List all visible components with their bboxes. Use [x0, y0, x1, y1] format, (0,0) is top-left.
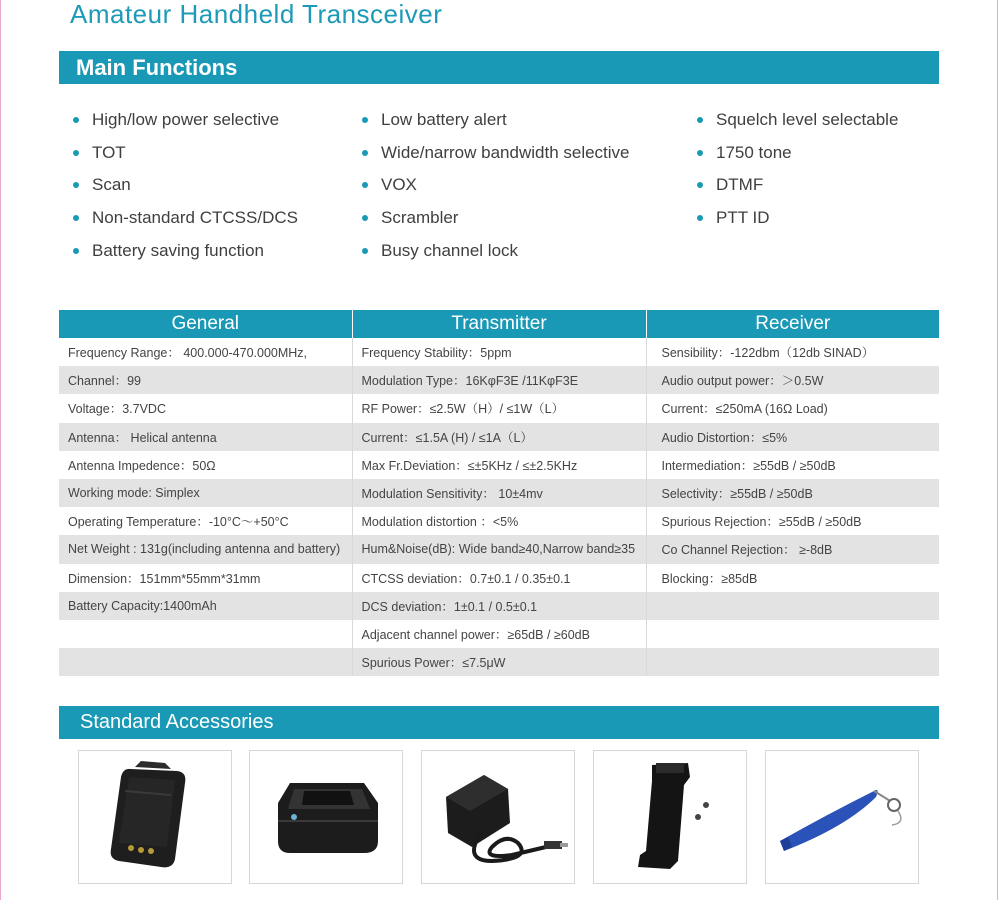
page-title: Amateur Handheld Transceiver [70, 0, 443, 29]
spec-cell: Adjacent channel power：≥65dB / ≥60dB [352, 620, 646, 648]
bullet-icon [362, 117, 368, 123]
spec-cell: Blocking：≥85dB [646, 564, 939, 592]
header-general: General [59, 310, 352, 338]
spec-cell: Modulation Type：16KφF3E /11KφF3E [352, 366, 646, 394]
spec-cell: Frequency Stability：5ppm [352, 338, 646, 366]
table-row [59, 648, 939, 676]
function-item: PTT ID [697, 207, 898, 240]
bullet-icon [697, 215, 703, 221]
spec-cell [59, 648, 352, 676]
bullet-icon [362, 248, 368, 254]
function-item: 1750 tone [697, 142, 898, 175]
spec-cell: Channel：99 [59, 366, 352, 394]
spec-cell: Sensibility：-122dbm（12db SINAD） [646, 338, 939, 366]
functions-column-2 [362, 109, 630, 272]
bullet-icon [697, 117, 703, 123]
main-functions-header: Main Functions [59, 51, 939, 84]
function-item: Non-standard CTCSS/DCS [73, 207, 298, 240]
function-item: TOT [73, 142, 298, 175]
table-row [59, 479, 939, 507]
spec-cell: Dimension：151mm*55mm*31mm [59, 564, 352, 592]
bullet-icon [697, 150, 703, 156]
spec-cell: Co Channel Rejection： ≥-8dB [646, 535, 939, 563]
table-row [59, 394, 939, 422]
spec-cell: Frequency Range： 400.000-470.000MHz, [59, 338, 352, 366]
bullet-icon [697, 182, 703, 188]
spec-cell: RF Power：≤2.5W（H）/ ≤1W（L） [352, 394, 646, 422]
function-item: DTMF [697, 174, 898, 207]
spec-cell: Hum&Noise(dB): Wide band≥40,Narrow band≥35 [352, 535, 646, 563]
accessory-adapter [421, 750, 575, 884]
function-item: VOX [362, 174, 630, 207]
header-receiver: Receiver [646, 310, 939, 338]
bullet-icon [73, 150, 79, 156]
table-row [59, 592, 939, 620]
battery-image [79, 751, 233, 885]
spec-cell: Modulation distortion ：<5% [352, 507, 646, 535]
accessory-charger [249, 750, 403, 884]
bullet-icon [362, 215, 368, 221]
lanyard-image [766, 751, 920, 885]
spec-cell [646, 592, 939, 620]
table-row [59, 564, 939, 592]
spec-cell: CTCSS deviation：0.7±0.1 / 0.35±0.1 [352, 564, 646, 592]
spec-cell: Current：≤1.5A (H) / ≤1A（L） [352, 423, 646, 451]
spec-cell: Working mode: Simplex [59, 479, 352, 507]
spec-cell: Audio Distortion：≤5% [646, 423, 939, 451]
bullet-icon [73, 248, 79, 254]
function-item: Scan [73, 174, 298, 207]
functions-column-1 [73, 109, 298, 272]
functions-column-3 [697, 109, 898, 240]
function-item: Low battery alert [362, 109, 630, 142]
charger-image [250, 751, 404, 885]
function-item: Wide/narrow bandwidth selective [362, 142, 630, 175]
spec-cell: Operating Temperature：-10°C～+50°C [59, 507, 352, 535]
spec-cell: Modulation Sensitivity： 10±4mv [352, 479, 646, 507]
bullet-icon [73, 117, 79, 123]
bullet-icon [362, 182, 368, 188]
page-edge-left [0, 0, 1, 900]
function-item: Busy channel lock [362, 240, 630, 273]
function-item: High/low power selective [73, 109, 298, 142]
accessories-header: Standard Accessories [59, 706, 939, 739]
table-row [59, 507, 939, 535]
spec-table [59, 310, 939, 676]
spec-cell [59, 620, 352, 648]
function-item: Squelch level selectable [697, 109, 898, 142]
spec-cell: DCS deviation：1±0.1 / 0.5±0.1 [352, 592, 646, 620]
spec-cell: Selectivity：≥55dB / ≥50dB [646, 479, 939, 507]
spec-cell: Max Fr.Deviation：≤±5KHz / ≤±2.5KHz [352, 451, 646, 479]
header-transmitter: Transmitter [352, 310, 646, 338]
table-row [59, 535, 939, 563]
spec-cell: Current：≤250mA (16Ω Load) [646, 394, 939, 422]
function-item: Scrambler [362, 207, 630, 240]
spec-cell: Antenna： Helical antenna [59, 423, 352, 451]
spec-cell: Spurious Power：≤7.5μW [352, 648, 646, 676]
page-edge-right [997, 0, 998, 900]
accessory-battery [78, 750, 232, 884]
spec-cell: Antenna Impedence：50Ω [59, 451, 352, 479]
spec-cell: Intermediation：≥55dB / ≥50dB [646, 451, 939, 479]
accessory-lanyard [765, 750, 919, 884]
spec-cell [646, 620, 939, 648]
spec-cell: Spurious Rejection：≥55dB / ≥50dB [646, 507, 939, 535]
bullet-icon [362, 150, 368, 156]
table-row [59, 366, 939, 394]
table-row [59, 338, 939, 366]
adapter-image [422, 751, 576, 885]
spec-header-row [59, 310, 939, 338]
table-row [59, 451, 939, 479]
spec-cell: Voltage：3.7VDC [59, 394, 352, 422]
bullet-icon [73, 215, 79, 221]
spec-cell: Battery Capacity:1400mAh [59, 592, 352, 620]
spec-cell: Net Weight : 131g(including antenna and battery) [59, 535, 352, 563]
belt-clip-image [594, 751, 748, 885]
bullet-icon [73, 182, 79, 188]
table-row [59, 620, 939, 648]
accessory-belt-clip [593, 750, 747, 884]
function-item: Battery saving function [73, 240, 298, 273]
spec-cell: Audio output power：＞0.5W [646, 366, 939, 394]
spec-cell [646, 648, 939, 676]
table-row [59, 423, 939, 451]
